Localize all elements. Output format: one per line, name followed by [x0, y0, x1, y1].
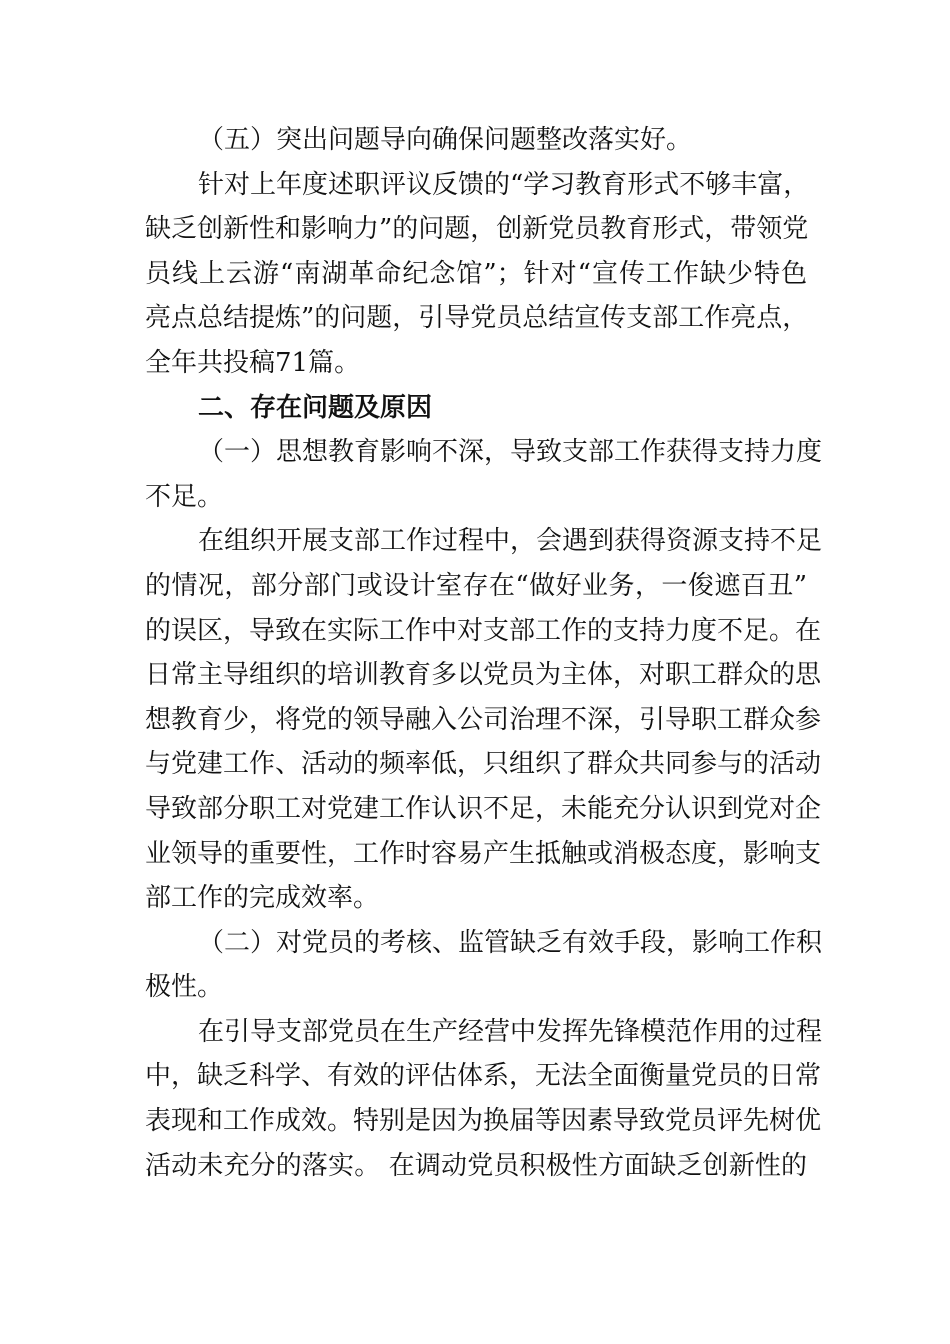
text-line: 不足。 [145, 481, 224, 512]
body-paragraph [145, 163, 810, 386]
text-line: （二）对党员的考核、监管缺乏有效手段，影响工作积 [198, 927, 823, 958]
subsection-heading [145, 118, 807, 163]
text-line: 业领导的重要性，工作时容易产生抵触或消极态度，影响支 [145, 838, 822, 869]
text-line: 想教育少，将党的领导融入公司治理不深，引导职工群众参 [145, 704, 822, 735]
text-line: 全年共投稿71篇。 [145, 347, 361, 378]
subsection-heading [145, 430, 823, 519]
text-line: 员线上云游“南湖革命纪念馆”；针对“宣传工作缺少特色 [145, 258, 807, 289]
text-line: 活动未充分的落实。 在调动党员积极性方面缺乏创新性的 [145, 1150, 807, 1181]
text-line: 极性。 [145, 972, 224, 1003]
text-line: 缺乏创新性和影响力”的问题，创新党员教育形式，带领党 [145, 214, 809, 245]
body-paragraph [145, 519, 823, 920]
text-line: 部工作的完成效率。 [145, 883, 380, 914]
text-line: 导致部分职工对党建工作认识不足，未能充分认识到党对企 [145, 793, 822, 824]
subsection-heading [145, 921, 823, 1010]
text-line: （一）思想教育影响不深，导致支部工作获得支持力度 [198, 437, 823, 468]
text-line: 表现和工作成效。特别是因为换届等因素导致党员评先树优 [145, 1106, 822, 1137]
text-line: 针对上年度述职评议反馈的“学习教育形式不够丰富， [198, 169, 810, 200]
section-heading [145, 386, 807, 431]
text-line: 日常主导组织的培训教育多以党员为主体，对职工群众的思 [145, 660, 822, 691]
text-line: 亮点总结提炼”的问题，引导党员总结宣传支部工作亮点， [145, 303, 809, 334]
text-line: 与党建工作、活动的频率低，只组织了群众共同参与的活动 [145, 749, 822, 780]
text-line: 的误区，导致在实际工作中对支部工作的支持力度不足。在 [145, 615, 822, 646]
document-page [145, 118, 823, 1188]
text-line: 二、存在问题及原因 [198, 392, 433, 423]
body-paragraph [145, 1010, 823, 1188]
text-line: 中，缺乏科学、有效的评估体系，无法全面衡量党员的日常 [145, 1061, 822, 1092]
text-line: 在引导支部党员在生产经营中发挥先锋模范作用的过程 [198, 1016, 823, 1047]
text-line: 的情况，部分部门或设计室存在“做好业务，一俊遮百丑” [145, 570, 807, 601]
text-line: （五）突出问题导向确保问题整改落实好。 [198, 125, 693, 155]
text-line: 在组织开展支部工作过程中，会遇到获得资源支持不足 [198, 526, 823, 557]
